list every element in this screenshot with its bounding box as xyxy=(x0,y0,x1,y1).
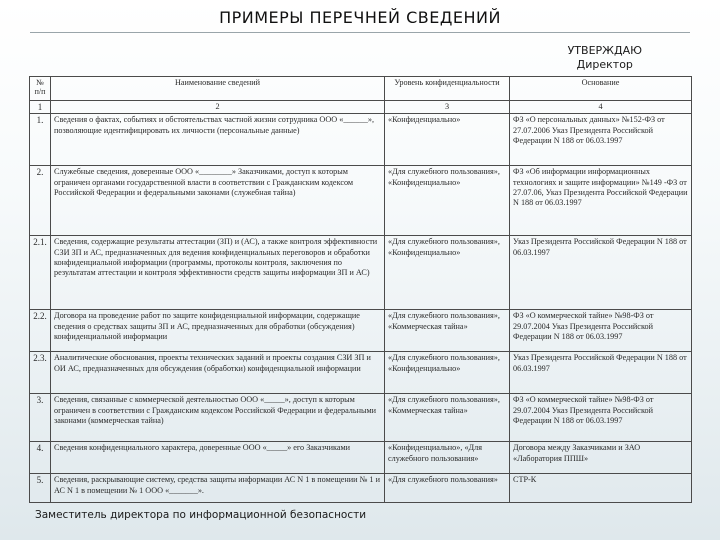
row-number: 2. xyxy=(30,166,51,236)
row-level: «Для служебного пользования», «Коммерческая тайна» xyxy=(385,394,510,442)
table-row xyxy=(30,310,692,352)
table-row xyxy=(30,394,692,442)
table-row xyxy=(30,442,692,474)
table-header-row xyxy=(30,77,692,101)
row-basis: ФЗ «О персональных данных» №152-ФЗ от 27.07.2006 Указ Президента Российской Федерации N 188 от 06.03.1997 xyxy=(510,114,692,166)
table-row xyxy=(30,352,692,394)
row-name: Сведения, связанные с коммерческой деятельностью ООО «_____», доступ к которым ограничен в соответствии с Гражданским кодексом Российской Федерации и федеральными законами (коммерческая тайна) xyxy=(51,394,385,442)
colnum-2: 2 xyxy=(51,101,385,114)
table-row xyxy=(30,114,692,166)
row-level: «Для служебного пользования», «Конфиденциально» xyxy=(385,236,510,310)
row-name: Сведения, раскрывающие систему, средства защиты информации АС N 1 в помещении № 1 и АС N 1 в помещении № 1 ООО «_______». xyxy=(51,474,385,503)
row-number: 5. xyxy=(30,474,51,503)
row-name: Сведения конфиденциального характера, доверенные ООО «_____» его Заказчиками xyxy=(51,442,385,474)
row-level: «Конфиденциально», «Для служебного пользования» xyxy=(385,442,510,474)
row-basis: ФЗ «О коммерческой тайне» №98-ФЗ от 29.07.2004 Указ Президента Российской Федерации N 188 от 06.03.1997 xyxy=(510,394,692,442)
row-name: Сведения, содержащие результаты аттестации (ЗП) и (АС), а также контроля эффективности СЗИ ЗП и АС, предназначенных для ведения конфиденциальных переговоров и обработки конфиденциальной информации (программы, протоколы контроля, заключения по результатам аттестации и контроля эффективности средств защиты информации ЗП и АС) xyxy=(51,236,385,310)
row-basis: Договора между Заказчиками и ЗАО «Лаборатория ППШ» xyxy=(510,442,692,474)
row-basis: Указ Президента Российской Федерации N 188 от 06.03.1997 xyxy=(510,352,692,394)
approval-block xyxy=(568,44,642,72)
approval-label: УТВЕРЖДАЮ xyxy=(567,44,642,57)
row-level: «Для служебного пользования», «Конфиденциально» xyxy=(385,166,510,236)
row-level: «Для служебного пользования», «Коммерческая тайна» xyxy=(385,310,510,352)
header-num: № п/п xyxy=(30,77,51,101)
table-colnum-row xyxy=(30,101,692,114)
row-basis: Указ Президента Российской Федерации N 188 от 06.03.1997 xyxy=(510,236,692,310)
title-divider xyxy=(30,32,690,33)
row-name: Служебные сведения, доверенные ООО «________» Заказчиками, доступ к которым ограничен органами государственной власти в соответствии с Гражданским кодексом Российской Федерации и федеральными законами (служебная тайна) xyxy=(51,166,385,236)
table-row xyxy=(30,166,692,236)
header-level: Уровень конфиденциальности xyxy=(385,77,510,101)
row-number: 1. xyxy=(30,114,51,166)
row-level: «Конфиденциально» xyxy=(385,114,510,166)
colnum-4: 4 xyxy=(510,101,692,114)
colnum-3: 3 xyxy=(385,101,510,114)
row-basis: ФЗ «Об информации информационных технологиях и защите информации» №149 -ФЗ от 27.07.06, Указ Президента Российской Федерации N 188 от 06.03.1997 xyxy=(510,166,692,236)
header-name: Наименование сведений xyxy=(51,77,385,101)
row-number: 2.3. xyxy=(30,352,51,394)
approval-position: Директор xyxy=(576,58,633,71)
row-basis: СТР-К xyxy=(510,474,692,503)
row-number: 2.1. xyxy=(30,236,51,310)
header-basis: Основание xyxy=(510,77,692,101)
row-number: 4. xyxy=(30,442,51,474)
confidential-info-table xyxy=(29,76,692,503)
row-number: 3. xyxy=(30,394,51,442)
row-number: 2.2. xyxy=(30,310,51,352)
row-name: Аналитические обоснования, проекты технических заданий и проекты создания СЗИ ЗП и ОИ АС, предназначенных для обсуждения (обработки) конфиденциальной информации xyxy=(51,352,385,394)
table-row xyxy=(30,474,692,503)
row-level: «Для служебного пользования», «Конфиденциально» xyxy=(385,352,510,394)
colnum-1: 1 xyxy=(30,101,51,114)
table-row xyxy=(30,236,692,310)
row-level: «Для служебного пользования» xyxy=(385,474,510,503)
row-name: Договора на проведение работ по защите конфиденциальной информации, содержащие сведения о средствах защиты ЗП и АС, предназначенных для обработки (обсуждения) конфиденциальной информации xyxy=(51,310,385,352)
signature-line: Заместитель директора по информационной безопасности xyxy=(35,509,367,521)
page-title: ПРИМЕРЫ ПЕРЕЧНЕЙ СВЕДЕНИЙ xyxy=(219,8,501,27)
row-name: Сведения о фактах, событиях и обстоятельствах частной жизни сотрудника ООО «______», позволяющие идентифицировать их личности (персональные данные) xyxy=(51,114,385,166)
row-basis: ФЗ «О коммерческой тайне» №98-ФЗ от 29.07.2004 Указ Президента Российской Федерации N 188 от 06.03.1997 xyxy=(510,310,692,352)
